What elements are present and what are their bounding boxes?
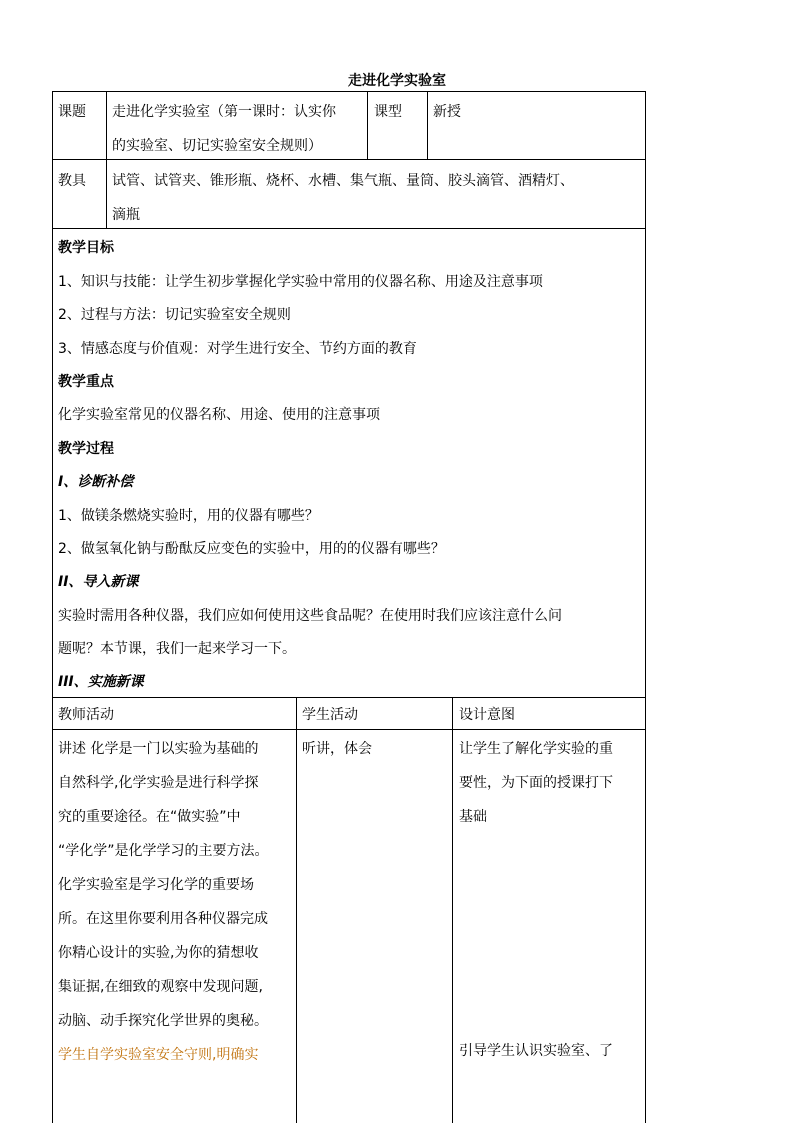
process-heading: 教学过程 (58, 441, 114, 457)
type-value: 新授 (433, 104, 461, 120)
subject-line: 走进化学实验室（第一课时：认实你 (112, 104, 336, 120)
subject-label: 课题 (58, 104, 86, 120)
teacher-line: 自然科学,化学实验是进行科学探 (58, 775, 259, 791)
focus-text: 化学实验室常见的仪器名称、用途、使用的注意事项 (58, 407, 380, 423)
goals-heading: 教学目标 (58, 240, 114, 256)
activity-table-divider (296, 697, 297, 1123)
intro-line: 实验时需用各种仪器，我们应如何使用这些食品呢？在使用时我们应该注意什么问 (58, 608, 562, 624)
section-intro: II、导入新课 (58, 574, 139, 590)
type-label: 课型 (374, 104, 402, 120)
intent-line: 要性，为下面的授课打下 (459, 775, 613, 791)
tools-line: 试管、试管夹、锥形瓶、烧杯、水槽、集气瓶、量筒、胶头滴管、酒精灯、 (112, 173, 574, 189)
table-border-left (52, 91, 53, 697)
teacher-line: 讲述 化学是一门以实验为基础的 (58, 741, 259, 757)
focus-heading: 教学重点 (58, 374, 114, 390)
header-student: 学生活动 (302, 707, 358, 723)
teacher-line-highlight: 学生自学实验室安全守则,明确实 (58, 1047, 259, 1063)
intro-line: 题呢？本节课，我们一起来学习一下。 (58, 641, 296, 657)
section-diagnose: I、诊断补偿 (58, 474, 134, 490)
activity-table-left (52, 697, 53, 1123)
tools-label: 教具 (58, 173, 86, 189)
tools-line: 滴瓶 (112, 207, 140, 223)
table-border-top (52, 91, 646, 92)
intent-line: 让学生了解化学实验的重 (459, 741, 613, 757)
tools-value (112, 164, 574, 232)
intent-line: 基础 (459, 809, 487, 825)
student-activity: 听讲，体会 (302, 741, 372, 757)
table-border-right (645, 91, 646, 697)
subject-line: 的实验室、切记实验室安全规则） (112, 138, 322, 154)
teacher-line: 化学实验室是学习化学的重要场 (58, 877, 254, 893)
table-divider (427, 91, 428, 159)
header-teacher: 教师活动 (58, 707, 114, 723)
question-item: 1、做镁条燃烧实验时，用的仪器有哪些？ (58, 508, 319, 524)
table-divider (106, 91, 107, 228)
section-new-lesson: III、实施新课 (58, 674, 144, 690)
question-item: 2、做氢氧化钠与酚酞反应变色的实验中，用的的仪器有哪些？ (58, 541, 445, 557)
goal-item: 1、知识与技能：让学生初步掌握化学实验中常用的仪器名称、用途及注意事项 (58, 274, 543, 290)
header-intent: 设计意图 (459, 707, 515, 723)
teacher-line: 所。在这里你要利用各种仪器完成 (58, 911, 268, 927)
teacher-line: 动脑、动手探究化学世界的奥秘。 (58, 1013, 268, 1029)
activity-table-right (645, 697, 646, 1123)
teacher-line: 你精心设计的实验,为你的猜想收 (58, 945, 259, 961)
goal-item: 3、情感态度与价值观：对学生进行安全、节约方面的教育 (58, 341, 417, 357)
design-intent-2: 引导学生认识实验室、了 (459, 1043, 613, 1059)
goal-item: 2、过程与方法：切记实验室安全规则 (58, 307, 291, 323)
teacher-line: 究的重要途径。在“做实验”中 (58, 809, 241, 825)
teacher-line: 集证据,在细致的观察中发现问题, (58, 979, 263, 995)
activity-table-divider (452, 697, 453, 1123)
teacher-line: “学化学”是化学学习的主要方法。 (58, 843, 269, 859)
design-intent (459, 732, 613, 834)
table-divider (367, 91, 368, 159)
teacher-activity (58, 732, 269, 1072)
subject-value (112, 95, 336, 163)
page-title: 走进化学实验室 (348, 73, 446, 89)
